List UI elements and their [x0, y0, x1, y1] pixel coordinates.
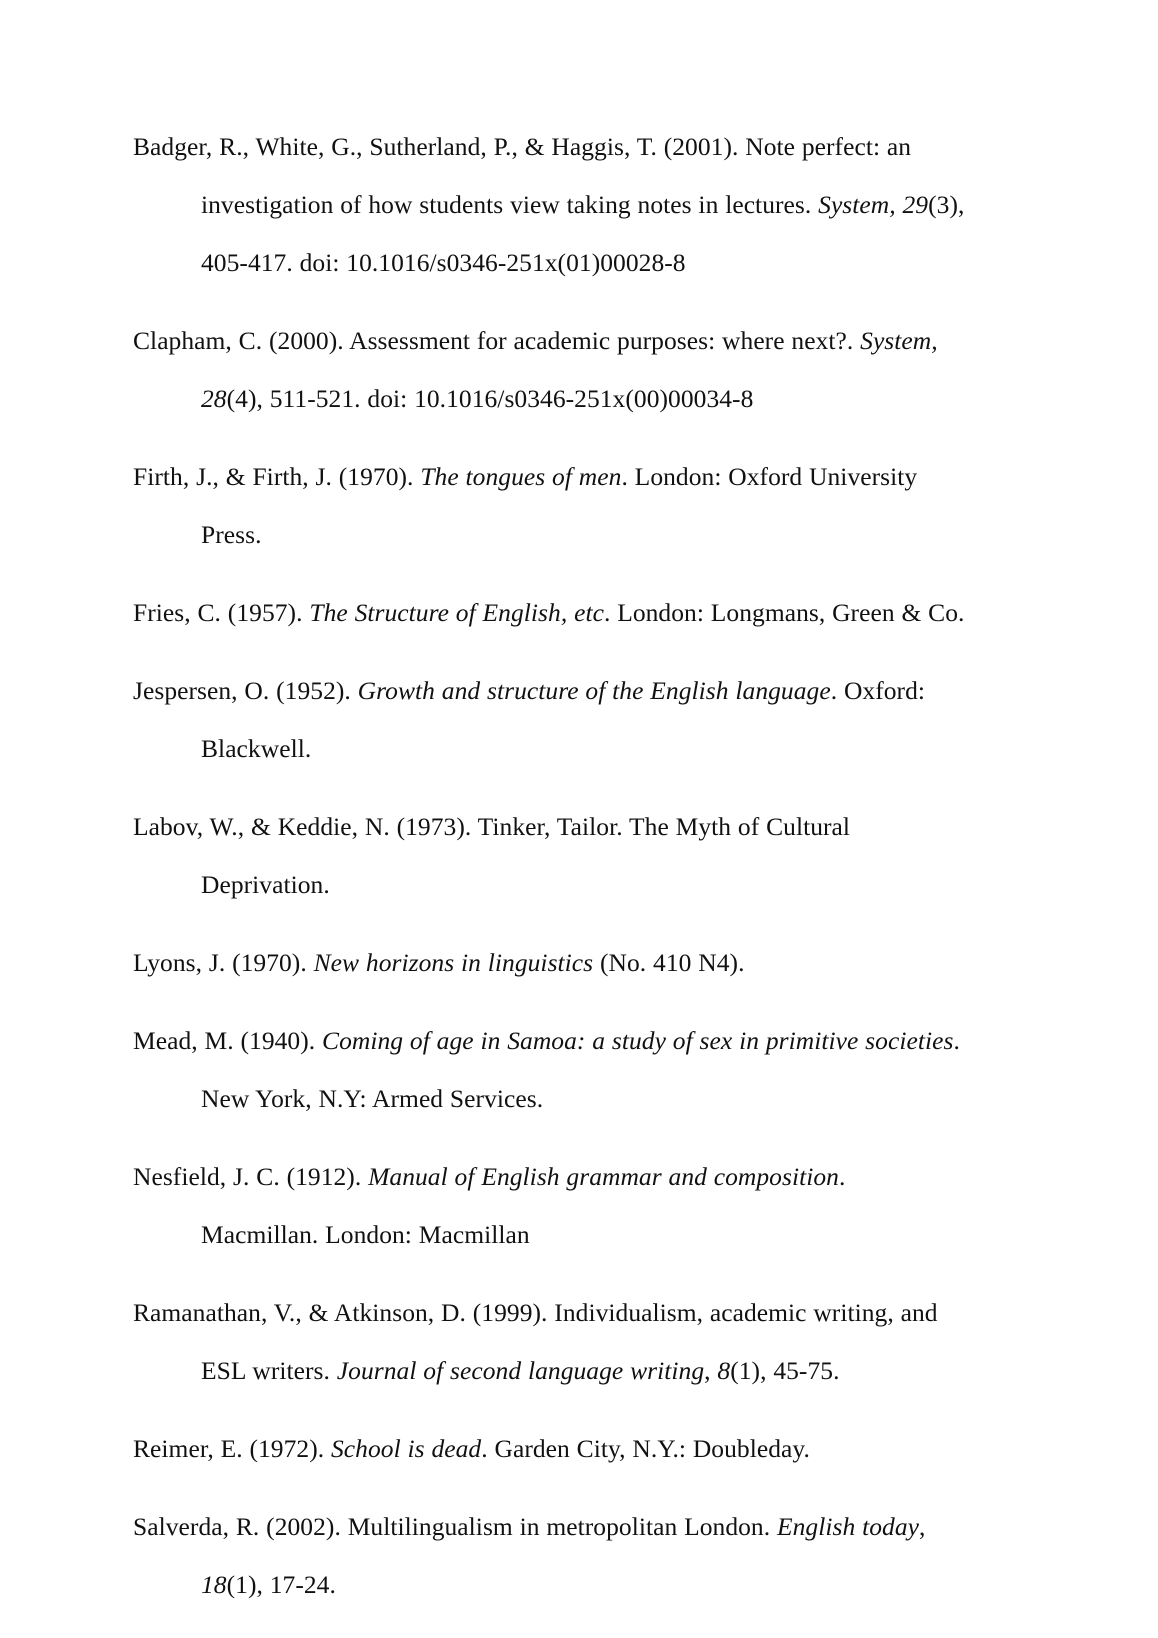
- reference-title-italic: Coming of age in Samoa: a study of sex in primitive societies: [322, 1026, 954, 1055]
- reference-entry: [133, 1012, 965, 1128]
- reference-entry: [133, 118, 965, 292]
- reference-list: [133, 118, 965, 1614]
- reference-text: Labov, W., & Keddie, N. (1973). Tinker, Tailor. The Myth of Cultural Deprivation.: [133, 812, 851, 899]
- reference-entry: [133, 584, 965, 642]
- reference-text: Badger, R., White, G., Sutherland, P., & Haggis, T. (2001). Note perfect: an investigation of how students view taking notes in lectures.: [133, 132, 912, 219]
- reference-title-italic: Growth and structure of the English language: [357, 676, 831, 705]
- reference-text: (No. 410 N4).: [593, 948, 745, 977]
- reference-text: Clapham, C. (2000). Assessment for academic purposes: where next?.: [133, 326, 861, 355]
- reference-text: . London: Oxford University Press.: [201, 462, 918, 549]
- reference-text: Firth, J., & Firth, J. (1970).: [133, 462, 421, 491]
- reference-text: . Oxford: Blackwell.: [201, 676, 926, 763]
- reference-text: . London: Longmans, Green & Co.: [603, 598, 965, 627]
- reference-text: Ramanathan, V., & Atkinson, D. (1999). Individualism, academic writing, and ESL writers.: [133, 1298, 938, 1385]
- reference-title-italic: Manual of English grammar and composition: [368, 1162, 839, 1191]
- reference-text: . Garden City, N.Y.: Doubleday.: [481, 1434, 810, 1463]
- reference-text: Fries, C. (1957).: [133, 598, 310, 627]
- reference-title-italic: The tongues of men: [420, 462, 622, 491]
- reference-text: Nesfield, J. C. (1912).: [133, 1162, 369, 1191]
- reference-entry: [133, 1148, 965, 1264]
- reference-text: . Macmillan. London: Macmillan: [201, 1162, 846, 1249]
- reference-entry: [133, 1420, 965, 1478]
- reference-text: Mead, M. (1940).: [133, 1026, 323, 1055]
- reference-text: (3), 405-417. doi: 10.1016/s0346-251x(01)00028-8: [201, 190, 965, 277]
- reference-title-italic: New horizons in linguistics: [313, 948, 594, 977]
- reference-entry: [133, 662, 965, 778]
- reference-title-italic: System, 28: [201, 326, 938, 413]
- reference-title-italic: 18: [201, 1570, 227, 1599]
- reference-title-italic: The Structure of English, etc: [309, 598, 604, 627]
- reference-entry: [133, 798, 965, 914]
- reference-text: (4), 511-521. doi: 10.1016/s0346-251x(00)00034-8: [226, 384, 754, 413]
- reference-entry: [133, 1498, 965, 1614]
- reference-text: Reimer, E. (1972).: [133, 1434, 331, 1463]
- reference-entry: [133, 1284, 965, 1400]
- reference-text: (1), 17-24.: [226, 1570, 336, 1599]
- reference-entry: [133, 448, 965, 564]
- reference-text: (1), 45-75.: [730, 1356, 840, 1385]
- reference-text: . New York, N.Y: Armed Services.: [201, 1026, 960, 1113]
- reference-title-italic: Journal of second language writing: [336, 1356, 705, 1385]
- reference-title-italic: 8: [717, 1356, 731, 1385]
- reference-entry: [133, 934, 965, 992]
- reference-title-italic: English today: [776, 1512, 919, 1541]
- reference-text: ,: [918, 1512, 926, 1541]
- reference-title-italic: System, 29: [818, 190, 929, 219]
- reference-entry: [133, 312, 965, 428]
- reference-title-italic: School is dead: [331, 1434, 482, 1463]
- reference-text: ,: [704, 1356, 718, 1385]
- reference-text: Jespersen, O. (1952).: [133, 676, 358, 705]
- reference-text: Lyons, J. (1970).: [133, 948, 314, 977]
- reference-text: Salverda, R. (2002). Multilingualism in metropolitan London.: [133, 1512, 777, 1541]
